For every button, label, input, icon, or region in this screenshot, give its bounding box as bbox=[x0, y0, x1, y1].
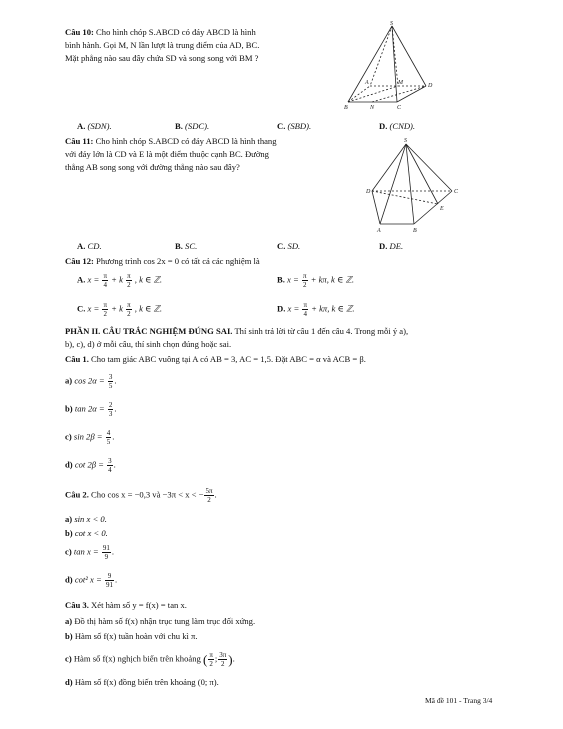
part2-instruction-2: b), c), d) ở mỗi câu, thí sinh chọn đúng hoặc sai. bbox=[65, 339, 232, 349]
q12-option-d-frac1-den: 4 bbox=[303, 310, 307, 318]
c1-item-c-pre: sin 2β = bbox=[73, 431, 103, 442]
c1-item-a-num: 3 bbox=[108, 373, 113, 381]
c2-item-d-num: 9 bbox=[105, 572, 114, 581]
c2-item-d-den: 91 bbox=[105, 581, 113, 589]
q12-option-b-pre: x = bbox=[287, 274, 299, 285]
c2-item-c-pre: tan x = bbox=[73, 546, 99, 557]
c3-item-a[interactable] bbox=[65, 616, 255, 628]
q12-option-c-frac2-num: π bbox=[127, 301, 131, 309]
c3-item-b[interactable] bbox=[65, 631, 198, 643]
c1-item-a[interactable]: a) cos 2α = $\frac{3}{5}$ . bbox=[65, 373, 117, 390]
c1-item-c-key: c) bbox=[65, 431, 72, 442]
c1-line bbox=[65, 354, 366, 366]
q11-label-e: E bbox=[440, 206, 444, 212]
q12-option-d-key: D. bbox=[277, 303, 286, 314]
q11-text-1: Cho hình chóp S.ABCD có đáy ABCD là hình thang bbox=[95, 136, 277, 146]
c2-label: Câu 2. bbox=[65, 489, 89, 500]
q12-option-b-mid: + kπ, k ∈ ℤ. bbox=[310, 274, 355, 285]
q12-option-b-key: B. bbox=[277, 274, 285, 285]
q10-option-b[interactable] bbox=[175, 121, 209, 133]
q12-option-c-frac2 bbox=[126, 301, 132, 318]
q12-option-a-post: , k ∈ ℤ. bbox=[134, 274, 163, 285]
c1-item-c-frac bbox=[106, 429, 112, 446]
c3-item-d-key: d) bbox=[65, 677, 73, 687]
q11-option-c[interactable] bbox=[277, 241, 300, 253]
q10-option-a-value: (SDN). bbox=[87, 121, 112, 131]
q11-option-c-key: C. bbox=[277, 241, 286, 251]
q11-label-s: S bbox=[404, 138, 407, 144]
q11-option-d-key: D. bbox=[379, 241, 388, 251]
c3-item-c-key: c) bbox=[65, 653, 72, 664]
q11-option-a-value: CD. bbox=[87, 241, 102, 251]
q11-option-b-key: B. bbox=[175, 241, 183, 251]
q10-option-d[interactable] bbox=[379, 121, 415, 133]
c1-label: Câu 1. bbox=[65, 354, 89, 364]
q11-label-d: D bbox=[366, 189, 371, 195]
q10-label-m: M bbox=[398, 80, 403, 86]
q10-option-d-value: (CND). bbox=[389, 121, 416, 131]
c2-item-d[interactable]: d) cot² x = $\frac{9}{91}$ . bbox=[65, 572, 118, 589]
q12-text: Phương trình cos 2x = 0 có tất cả các nghiệm là bbox=[96, 256, 260, 266]
c1-item-b-key: b) bbox=[65, 403, 73, 414]
c2-item-d-frac bbox=[105, 572, 114, 589]
c3-item-c-frac2 bbox=[218, 651, 227, 668]
q12-option-b-frac1-num: π bbox=[302, 272, 307, 280]
c3-item-b-text: Hàm số f(x) tuần hoàn với chu kì π. bbox=[74, 631, 198, 641]
q11-text-3: thẳng AB song song với đường thẳng nào sau đây? bbox=[65, 162, 240, 172]
c1-item-d[interactable]: d) cot 2β = $\frac{3}{4}$ . bbox=[65, 457, 116, 474]
q11-line1 bbox=[65, 136, 277, 148]
q12-option-c-post: , k ∈ ℤ. bbox=[134, 303, 163, 314]
c2-item-c[interactable]: c) tan x = $\frac{91}{9}$ . bbox=[65, 544, 115, 561]
q11-label-c: C bbox=[454, 189, 459, 195]
c2-frac-num: 5π bbox=[205, 487, 213, 495]
c2-item-a[interactable] bbox=[65, 514, 107, 526]
q12-option-c-frac2-den: 2 bbox=[127, 310, 131, 318]
c2-item-b-text: cot x < 0. bbox=[74, 528, 108, 538]
c1-item-a-pre: cos 2α = bbox=[74, 375, 105, 386]
q11-option-d-value: DE. bbox=[389, 241, 404, 251]
c3-item-c-paren-close: ) bbox=[228, 651, 233, 667]
q12-option-c[interactable] bbox=[77, 301, 162, 318]
c2-text: Cho cos x = −0,3 và −3π < x < − bbox=[91, 489, 204, 500]
q11-label: Câu 11: bbox=[65, 136, 94, 146]
c1-item-a-den: 5 bbox=[108, 382, 113, 390]
c1-item-b-pre: tan 2α = bbox=[74, 403, 105, 414]
c3-item-a-key: a) bbox=[65, 616, 73, 626]
c1-item-d-key: d) bbox=[65, 459, 73, 470]
q10-label-s: S bbox=[390, 21, 393, 27]
c2-frac-den: 2 bbox=[207, 496, 211, 504]
q12-option-a-frac2 bbox=[126, 272, 132, 289]
q11-label-a: A bbox=[377, 228, 381, 234]
c1-item-a-key: a) bbox=[65, 375, 73, 386]
q10-text-3: Mặt phẳng nào sau đây chứa SD và song song với BM ? bbox=[65, 53, 259, 63]
q10-text-1: Cho hình chóp S.ABCD có đáy ABCD là hình bbox=[96, 27, 256, 37]
c3-label: Câu 3. bbox=[65, 600, 89, 610]
c1-item-d-num: 3 bbox=[108, 457, 112, 465]
q12-option-d-mid: + kπ, k ∈ ℤ. bbox=[311, 303, 355, 314]
q10-option-a[interactable] bbox=[77, 121, 112, 133]
q12-option-a-frac1-den: 4 bbox=[103, 281, 107, 289]
q12-option-a[interactable] bbox=[77, 272, 162, 289]
c1-item-b-den: 3 bbox=[108, 410, 113, 418]
q11-text-2: với đáy lớn là CD và E là một điểm thuộc cạnh BC. Đường bbox=[65, 149, 269, 159]
q10-option-c-value: (SBD). bbox=[287, 121, 312, 131]
q12-option-a-frac1-num: π bbox=[103, 272, 107, 280]
q12-option-d-frac1-num: π bbox=[303, 301, 307, 309]
c3-item-c-frac1 bbox=[208, 651, 214, 668]
c2-frac bbox=[204, 487, 213, 504]
q12-option-d[interactable] bbox=[277, 301, 355, 318]
q10-label-c: C bbox=[397, 105, 402, 110]
c2-item-b-key: b) bbox=[65, 528, 73, 538]
c3-item-c-pre: Hàm số f(x) nghịch biến trên khoảng bbox=[73, 653, 201, 664]
c2-item-c-num: 91 bbox=[102, 544, 110, 552]
c2-item-b[interactable] bbox=[65, 528, 108, 540]
q10-label-b: B bbox=[344, 105, 348, 110]
c1-item-c-num: 4 bbox=[106, 429, 111, 437]
c2-item-d-pre: cot² x = bbox=[74, 574, 102, 585]
c3-item-c-frac1-den: 2 bbox=[209, 660, 213, 668]
c3-item-c-frac1-num: π bbox=[209, 651, 213, 659]
c3-item-b-key: b) bbox=[65, 631, 73, 641]
c3-item-c[interactable]: c) Hàm số f(x) nghịch biến trên khoảng ( $\frac{\pi}{2}$ ; $\frac{3\pi}{2}$ ). bbox=[65, 651, 235, 668]
q12-option-d-pre: x = bbox=[287, 303, 300, 314]
q12-option-b-frac1-den: 2 bbox=[302, 281, 307, 289]
c3-item-a-text: Đồ thị hàm số f(x) nhận trục tung làm trục đối xứng. bbox=[74, 616, 256, 626]
q12-option-d-frac1 bbox=[302, 301, 308, 318]
q10-option-c-key: C. bbox=[277, 121, 286, 131]
q10-label-n: N bbox=[370, 105, 375, 110]
c2-item-c-key: c) bbox=[65, 546, 72, 557]
q11-option-b-value: SC. bbox=[185, 241, 198, 251]
c2-line: Câu 2. Cho cos x = −0,3 và −3π < x < − $\frac{5\pi}{2}$ . bbox=[65, 487, 217, 504]
q11-option-a[interactable] bbox=[77, 241, 102, 253]
c3-item-d[interactable] bbox=[65, 677, 219, 689]
q12-option-b[interactable] bbox=[277, 272, 354, 289]
q10-line1 bbox=[65, 27, 256, 39]
q12-option-a-key: A. bbox=[77, 274, 86, 285]
q12-label: Câu 12: bbox=[65, 256, 94, 266]
part2-heading: PHẦN II. CÂU TRẮC NGHIỆM ĐÚNG SAI. bbox=[65, 326, 233, 336]
q11-option-b[interactable] bbox=[175, 241, 197, 253]
c3-item-c-paren-open: ( bbox=[202, 651, 208, 667]
c2-item-a-key: a) bbox=[65, 514, 73, 524]
q12-option-c-mid: + k bbox=[111, 303, 123, 314]
c3-item-c-frac2-den: 2 bbox=[221, 660, 225, 668]
c1-item-d-den: 4 bbox=[108, 466, 112, 474]
q12-option-c-frac1 bbox=[102, 301, 108, 318]
q11-option-a-key: A. bbox=[77, 241, 86, 251]
c2-item-d-key: d) bbox=[65, 574, 73, 585]
q12-option-a-frac2-num: π bbox=[127, 272, 131, 280]
q12-option-c-pre: x = bbox=[87, 303, 100, 314]
q12-line bbox=[65, 256, 260, 268]
q10-option-c[interactable] bbox=[277, 121, 311, 133]
c1-item-c-den: 5 bbox=[106, 438, 111, 446]
c2-item-a-text: sin x < 0. bbox=[74, 514, 107, 524]
c2-item-c-frac bbox=[102, 544, 111, 561]
q10-option-d-key: D. bbox=[379, 121, 388, 131]
q10-label: Câu 10: bbox=[65, 27, 94, 37]
c1-item-c[interactable]: c) sin 2β = $\frac{4}{5}$ . bbox=[65, 429, 115, 446]
c1-item-b-num: 2 bbox=[108, 401, 113, 409]
c1-item-b-frac bbox=[108, 401, 114, 418]
q10-label-d: D bbox=[428, 83, 433, 89]
c3-line bbox=[65, 600, 187, 612]
q10-option-a-key: A. bbox=[77, 121, 86, 131]
c3-item-d-text: Hàm số f(x) đồng biến trên khoảng (0; π). bbox=[74, 677, 219, 687]
c3-text: Xét hàm số y = f(x) = tan x. bbox=[91, 600, 187, 610]
c1-item-d-frac bbox=[107, 457, 113, 474]
c3-item-c-frac2-num: 3π bbox=[219, 651, 227, 659]
q12-option-c-frac1-num: π bbox=[103, 301, 107, 309]
q11-option-c-value: SD. bbox=[287, 241, 301, 251]
q12-option-a-frac2-den: 2 bbox=[127, 281, 131, 289]
q12-option-c-key: C. bbox=[77, 303, 86, 314]
q12-option-b-frac1 bbox=[302, 272, 308, 289]
c1-item-b[interactable]: b) tan 2α = $\frac{2}{3}$ . bbox=[65, 401, 117, 418]
q10-pyramid-figure bbox=[340, 20, 440, 110]
q10-label-a: A bbox=[365, 80, 369, 86]
c1-item-d-pre: cot 2β = bbox=[74, 459, 104, 470]
q12-option-c-frac1-den: 2 bbox=[103, 310, 107, 318]
part2-instruction-1: Thí sinh trả lời từ câu 1 đến câu 4. Trong mỗi ý a), bbox=[234, 326, 409, 336]
q11-option-d[interactable] bbox=[379, 241, 403, 253]
c1-text: Cho tam giác ABC vuông tại A có AB = 3, AC = 1,5. Đặt ABC = α và ACB = β. bbox=[91, 354, 366, 364]
q11-pyramid-figure bbox=[366, 136, 462, 236]
q12-option-a-mid: + k bbox=[111, 274, 123, 285]
q12-option-a-frac1 bbox=[102, 272, 108, 289]
q10-option-b-key: B. bbox=[175, 121, 183, 131]
q11-label-b: B bbox=[413, 228, 417, 234]
q10-option-b-value: (SDC). bbox=[185, 121, 210, 131]
c2-item-c-den: 9 bbox=[104, 553, 109, 561]
c1-item-a-frac bbox=[108, 373, 114, 390]
part2-line1 bbox=[65, 326, 408, 338]
q12-option-a-pre: x = bbox=[87, 274, 100, 285]
page-footer: Mã đề 101 - Trang 3/4 bbox=[425, 696, 493, 705]
q10-text-2: bình hành. Gọi M, N lần lượt là trung điểm của AD, BC. bbox=[65, 40, 260, 50]
